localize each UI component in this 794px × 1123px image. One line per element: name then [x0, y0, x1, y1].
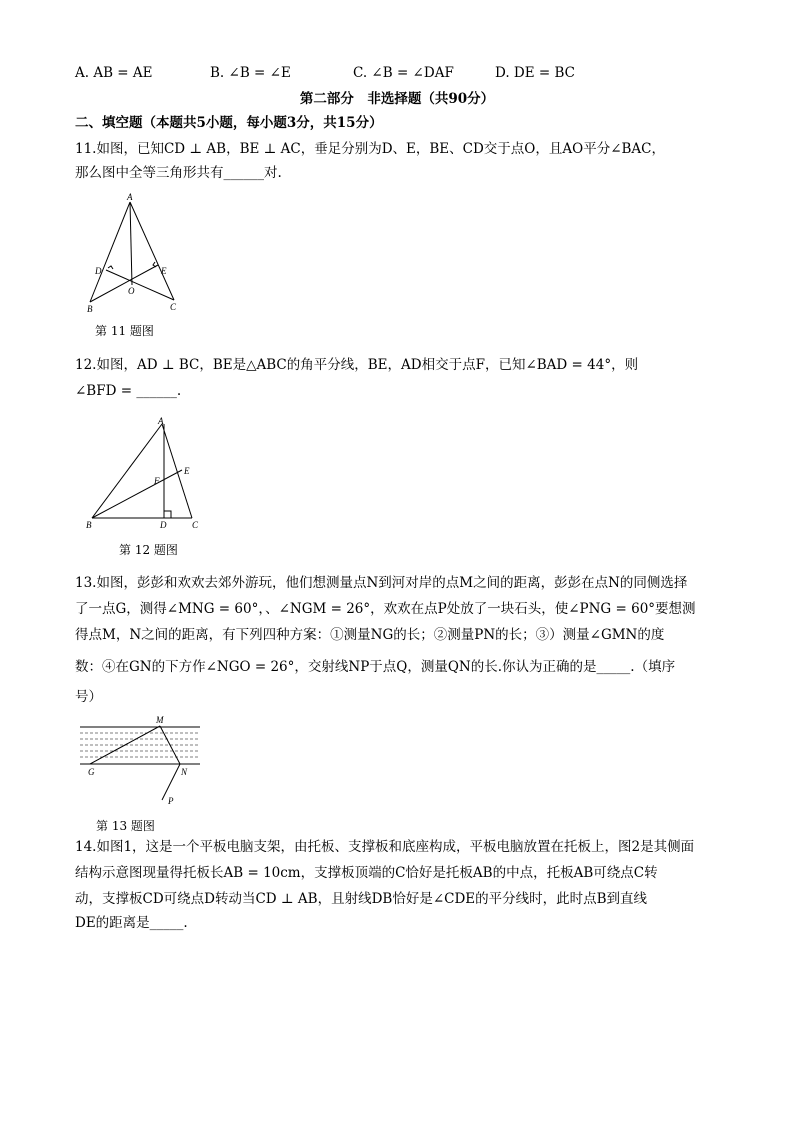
q13-line-4: 数：④在GN的下方作∠NGO = 26°，交射线NP于点Q，测量QN的长.你认为正确的是_____.（填序 [75, 659, 676, 675]
q13-caption: 第 13 题图 [96, 819, 155, 833]
q12-caption: 第 12 题图 [119, 543, 178, 557]
q11-figure [82, 190, 192, 320]
q14-line-1: 14.如图1，这是一个平板电脑支架，由托板、支撑板和底座构成，平板电脑放置在托板上，图2是其侧面 [75, 839, 695, 855]
q12-label-e: E [184, 466, 190, 476]
q11-label-d: D [95, 266, 102, 276]
q14-line-3: 动，支撑板CD可绕点D转动当CD ⊥ AB，且射线DB恰好是∠CDE的平分线时，此时点B到直线 [75, 891, 648, 907]
option-a: A. AB = AE [75, 65, 153, 81]
previous-question-options [75, 64, 675, 82]
q13-line-3: 得点M，N之间的距离，有下列四种方案：①测量NG的长；②测量PN的长；③）测量∠GMN的度 [75, 627, 665, 643]
q13-figure [78, 712, 208, 812]
q13-line-1: 13.如图，彭彭和欢欢去郊外游玩，他们想测量点N到河对岸的点M之间的距离，彭彭在点N的同侧选择 [75, 575, 688, 591]
q12-label-a: A [158, 416, 164, 426]
q13-label-m: M [156, 715, 164, 725]
q13-label-p: P [168, 796, 174, 806]
q12-label-d: D [160, 520, 167, 530]
part-title: 第二部分 非选择题（共90分） [299, 91, 495, 107]
q13-label-n: N [181, 767, 188, 777]
q12-label-c: C [192, 520, 199, 530]
q13-line-2: 了一点G，测得∠MNG = 60°，、∠NGM = 26°，欢欢在点P处放了一块石头，使∠PNG = 60°要想测 [75, 601, 696, 617]
q11-label-e: E [161, 266, 167, 276]
q14-line-4: DE的距离是_____. [75, 915, 188, 931]
q12-figure [84, 412, 214, 537]
q12-label-b: B [86, 520, 92, 530]
q11-label-a: A [127, 192, 133, 202]
q12-line-2: ∠BFD = ______. [75, 383, 182, 399]
option-b: B. ∠B = ∠E [210, 65, 291, 81]
q11-label-o: O [128, 286, 135, 296]
option-d: D. DE = BC [495, 65, 575, 81]
q11-label-c: C [170, 302, 177, 312]
q11-line-1: 11.如图，已知CD ⊥ AB，BE ⊥ AC，垂足分别为D、E，BE、CD交于点O，且AO平分∠BAC， [75, 141, 666, 157]
q14-line-2: 结构示意图现量得托板长AB = 10cm，支撑板顶端的C恰好是托板AB的中点，托板AB可绕点C转 [75, 865, 658, 881]
q13-label-g: G [88, 767, 95, 777]
q11-label-b: B [87, 304, 93, 314]
q11-line-2: 那么图中全等三角形共有______对. [75, 165, 282, 181]
q12-line-1: 12.如图，AD ⊥ BC，BE是△ABC的角平分线，BE，AD相交于点F，已知∠BAD = 44°，则 [75, 357, 639, 373]
q11-caption: 第 11 题图 [95, 324, 154, 338]
option-c: C. ∠B = ∠DAF [353, 65, 454, 81]
q12-label-f: F [154, 476, 160, 486]
q13-line-5: 号） [75, 689, 102, 705]
section-title: 二、填空题（本题共5小题，每小题3分，共15分） [75, 115, 383, 131]
